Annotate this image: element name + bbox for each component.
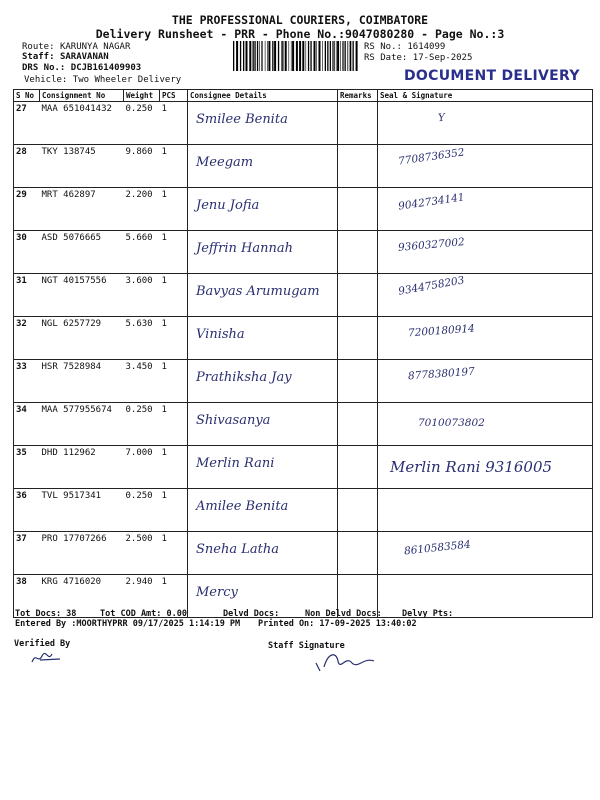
pcs-cell: 1 — [160, 532, 188, 575]
remarks-cell — [338, 317, 378, 360]
consignment-no-cell: NGL 6257729 — [40, 317, 124, 360]
remarks-cell — [338, 102, 378, 145]
consignment-no-cell: TVL 9517341 — [40, 489, 124, 532]
barcode-bar — [249, 41, 251, 71]
remarks-cell — [338, 231, 378, 274]
signature-cell — [378, 145, 593, 188]
remarks-cell — [338, 403, 378, 446]
rs-no-value: 1614099 — [407, 42, 446, 52]
delvd-docs: Delvd Docs: — [223, 609, 280, 619]
pcs-cell: 1 — [160, 102, 188, 145]
barcode-bar — [336, 41, 337, 71]
signature-handwritten: Y — [437, 111, 446, 125]
remarks-cell — [338, 446, 378, 489]
table-row — [14, 317, 593, 360]
consignment-no-cell: MRT 462897 — [40, 188, 124, 231]
rs-date-line — [364, 53, 472, 63]
remarks-cell — [338, 532, 378, 575]
sno-cell: 31 — [14, 274, 40, 317]
table-row — [14, 360, 593, 403]
vehicle-label: Vehicle: — [24, 75, 68, 85]
barcode-bar — [302, 41, 304, 71]
consignee-cell — [188, 102, 338, 145]
pcs-cell: 1 — [160, 274, 188, 317]
weight-cell: 5.660 — [124, 231, 160, 274]
barcode-bar — [281, 41, 282, 71]
table-row — [14, 145, 593, 188]
consignment-no-cell: KRG 4716020 — [40, 575, 124, 618]
pcs-cell: 1 — [160, 446, 188, 489]
table-row — [14, 446, 593, 489]
signature-handwritten: 8778380197 — [407, 365, 476, 383]
route-value: KARUNYA NAGAR — [59, 42, 131, 52]
staff-line — [22, 52, 109, 62]
document-delivery-stamp: DOCUMENT DELIVERY — [404, 68, 580, 84]
verified-by: Verified By — [14, 639, 71, 649]
table-row — [14, 102, 593, 145]
consignee-handwritten-name: Prathiksha Jay — [196, 370, 292, 385]
consignee-handwritten-name: Amilee Benita — [196, 499, 289, 514]
barcode-bar — [291, 41, 292, 71]
col-weight: Weight — [124, 90, 160, 102]
remarks-cell — [338, 274, 378, 317]
remarks-cell — [338, 360, 378, 403]
pcs-cell: 1 — [160, 317, 188, 360]
non-delvd-docs: Non Delvd Docs: — [305, 609, 382, 619]
col-seal-signature: Seal & Signature — [378, 90, 593, 102]
barcode-bar — [308, 41, 309, 71]
table-row — [14, 231, 593, 274]
barcode-bar — [268, 41, 270, 71]
pcs-cell: 1 — [160, 403, 188, 446]
consignee-handwritten-name: Merlin Rani — [196, 456, 275, 471]
tot-cod-amt: Tot COD Amt: 0.00 — [100, 609, 187, 619]
barcode-bar — [314, 41, 316, 71]
barcode-bar — [233, 41, 234, 71]
barcode-bar — [246, 41, 248, 71]
barcode-bar — [299, 41, 301, 71]
barcode-bar — [356, 41, 358, 71]
barcode-bar — [333, 41, 334, 71]
barcode-bar — [262, 41, 263, 71]
barcode-bar — [345, 41, 346, 71]
vehicle-value: Two Wheeler Delivery — [72, 75, 182, 85]
pcs-cell: 1 — [160, 575, 188, 618]
sno-cell: 35 — [14, 446, 40, 489]
barcode-bar — [282, 41, 283, 71]
printed-on: Printed On: 17-09-2025 13:40:02 — [258, 619, 417, 629]
consignee-handwritten-name: Jeffrin Hannah — [196, 241, 293, 256]
barcode-bar — [353, 41, 354, 71]
table-row — [14, 532, 593, 575]
barcode-bar — [254, 41, 255, 71]
barcode-bar — [243, 41, 244, 71]
weight-cell: 2.500 — [124, 532, 160, 575]
consignee-cell — [188, 403, 338, 446]
sno-cell: 30 — [14, 231, 40, 274]
signature-cell — [378, 102, 593, 145]
remarks-cell — [338, 188, 378, 231]
sno-cell: 34 — [14, 403, 40, 446]
barcode-bar — [272, 41, 273, 71]
barcode-bar — [330, 41, 331, 71]
signature-handwritten: 9360327002 — [397, 236, 466, 254]
barcode-bar — [285, 41, 287, 71]
signature-handwritten: 7708736352 — [397, 146, 466, 168]
col-sno: S No — [14, 90, 40, 102]
weight-cell: 0.250 — [124, 102, 160, 145]
runsheet-table — [13, 89, 593, 618]
consignee-cell — [188, 532, 338, 575]
sno-cell: 29 — [14, 188, 40, 231]
rs-no-label: RS No.: — [364, 42, 402, 52]
sno-cell: 32 — [14, 317, 40, 360]
rs-date-label: RS Date: — [364, 53, 408, 63]
staff-signature-scribble — [312, 649, 382, 673]
col-consignee-details: Consignee Details — [188, 90, 338, 102]
signature-cell — [378, 532, 593, 575]
barcode-bar — [319, 41, 321, 71]
sno-cell: 27 — [14, 102, 40, 145]
signature-cell — [378, 188, 593, 231]
signature-cell — [378, 317, 593, 360]
company-title: THE PROFESSIONAL COURIERS, COIMBATORE — [171, 13, 429, 27]
barcode-bar — [340, 41, 341, 71]
drs-line — [22, 63, 141, 73]
signature-cell — [378, 231, 593, 274]
barcode-bar — [236, 41, 238, 71]
barcode-bar — [240, 41, 241, 71]
drs-value: DCJB161409903 — [70, 63, 142, 73]
consignment-no-cell: PRO 17707266 — [40, 532, 124, 575]
tot-docs: Tot Docs: 38 — [15, 609, 77, 619]
weight-cell: 2.200 — [124, 188, 160, 231]
consignee-handwritten-name: Vinisha — [196, 327, 245, 342]
consignee-cell — [188, 360, 338, 403]
pcs-cell: 1 — [160, 360, 188, 403]
signature-cell — [378, 403, 593, 446]
barcode-bar — [349, 41, 350, 71]
barcode-bar — [306, 41, 307, 71]
verifier-signature-scribble — [30, 650, 70, 666]
consignment-no-cell: TKY 138745 — [40, 145, 124, 188]
runsheet-subtitle: Delivery Runsheet - PRR - Phone No.:9047080280 - Page No.:3 — [95, 27, 505, 41]
barcode — [233, 41, 359, 71]
col-remarks: Remarks — [338, 90, 378, 102]
staff-value: SARAVANAN — [59, 52, 109, 62]
consignee-cell — [188, 446, 338, 489]
consignee-cell — [188, 489, 338, 532]
table-row — [14, 403, 593, 446]
rs-date-value: 17-Sep-2025 — [412, 53, 473, 63]
signature-cell — [378, 446, 593, 489]
barcode-bar — [350, 41, 351, 71]
weight-cell: 0.250 — [124, 403, 160, 446]
pcs-cell: 1 — [160, 188, 188, 231]
barcode-bar — [316, 41, 317, 71]
barcode-bar — [253, 41, 254, 71]
consignee-cell — [188, 274, 338, 317]
consignee-handwritten-name: Mercy — [196, 585, 238, 600]
barcode-bar — [265, 41, 266, 71]
signature-handwritten: 9042734141 — [397, 191, 466, 213]
staff-signature: Staff Signature — [268, 641, 345, 651]
route-label: Route: — [22, 42, 55, 52]
vehicle-line — [24, 75, 181, 85]
consignee-handwritten-name: Sneha Latha — [196, 542, 279, 557]
barcode-bar — [337, 41, 339, 71]
consignment-no-cell: ASD 5076665 — [40, 231, 124, 274]
signature-cell — [378, 489, 593, 532]
signature-handwritten: 9344758203 — [397, 274, 466, 298]
entered-by: Entered By :MOORTHYPRR 09/17/2025 1:14:19 PM — [15, 619, 241, 629]
barcode-bar — [289, 41, 290, 71]
staff-label: Staff: — [22, 52, 55, 62]
barcode-bar — [343, 41, 344, 71]
weight-cell: 2.940 — [124, 575, 160, 618]
signature-handwritten: 7200180914 — [407, 322, 476, 340]
consignee-cell — [188, 188, 338, 231]
col-consignment-no: Consignment No — [40, 90, 124, 102]
sno-cell: 36 — [14, 489, 40, 532]
remarks-cell — [338, 145, 378, 188]
pcs-cell: 1 — [160, 145, 188, 188]
weight-cell: 3.450 — [124, 360, 160, 403]
rs-no-line — [364, 42, 445, 52]
table-header-row — [14, 90, 593, 102]
barcode-bar — [259, 41, 260, 71]
consignee-handwritten-name: Shivasanya — [196, 413, 271, 428]
sno-cell: 37 — [14, 532, 40, 575]
consignee-handwritten-name: Bavyas Arumugam — [196, 284, 320, 299]
table-row — [14, 489, 593, 532]
barcode-bar — [257, 41, 258, 71]
weight-cell: 0.250 — [124, 489, 160, 532]
consignee-handwritten-name: Meegam — [196, 155, 254, 170]
barcode-bar — [342, 41, 343, 71]
consignee-handwritten-name: Jenu Jofia — [196, 198, 260, 213]
delvy-pts: Delvy Pts: — [402, 609, 454, 619]
signature-cell — [378, 274, 593, 317]
consignment-no-cell: MAA 577955674 — [40, 403, 124, 446]
consignee-cell — [188, 231, 338, 274]
signature-handwritten: 8610583584 — [403, 538, 472, 558]
barcode-bar — [292, 41, 294, 71]
table-row — [14, 188, 593, 231]
consignment-no-cell: NGT 40157556 — [40, 274, 124, 317]
barcode-bar — [267, 41, 268, 71]
barcode-bar — [278, 41, 279, 71]
barcode-bar — [296, 41, 298, 71]
barcode-bar — [325, 41, 326, 71]
barcode-bar — [261, 41, 262, 71]
consignee-cell — [188, 317, 338, 360]
weight-cell: 5.630 — [124, 317, 160, 360]
signature-handwritten: 7010073802 — [418, 417, 485, 429]
consignment-no-cell: MAA 651041432 — [40, 102, 124, 145]
pcs-cell: 1 — [160, 489, 188, 532]
weight-cell: 3.600 — [124, 274, 160, 317]
sno-cell: 38 — [14, 575, 40, 618]
col-pcs: PCS — [160, 90, 188, 102]
barcode-bar — [310, 41, 311, 71]
weight-cell: 7.000 — [124, 446, 160, 489]
weight-cell: 9.860 — [124, 145, 160, 188]
sno-cell: 33 — [14, 360, 40, 403]
barcode-bar — [332, 41, 333, 71]
consignee-handwritten-name: Smilee Benita — [196, 112, 288, 127]
signature-handwritten: Merlin Rani 9316005 — [390, 458, 553, 476]
consignment-no-cell: HSR 7528984 — [40, 360, 124, 403]
barcode-bar — [274, 41, 276, 71]
barcode-bar — [322, 41, 323, 71]
remarks-cell — [338, 489, 378, 532]
sno-cell: 28 — [14, 145, 40, 188]
barcode-bar — [327, 41, 328, 71]
drs-label: DRS No.: — [22, 63, 66, 73]
table-row — [14, 274, 593, 317]
signature-cell — [378, 360, 593, 403]
consignment-no-cell: DHD 112962 — [40, 446, 124, 489]
barcode-bar — [347, 41, 348, 71]
consignee-cell — [188, 145, 338, 188]
pcs-cell: 1 — [160, 231, 188, 274]
route-line — [22, 42, 130, 52]
